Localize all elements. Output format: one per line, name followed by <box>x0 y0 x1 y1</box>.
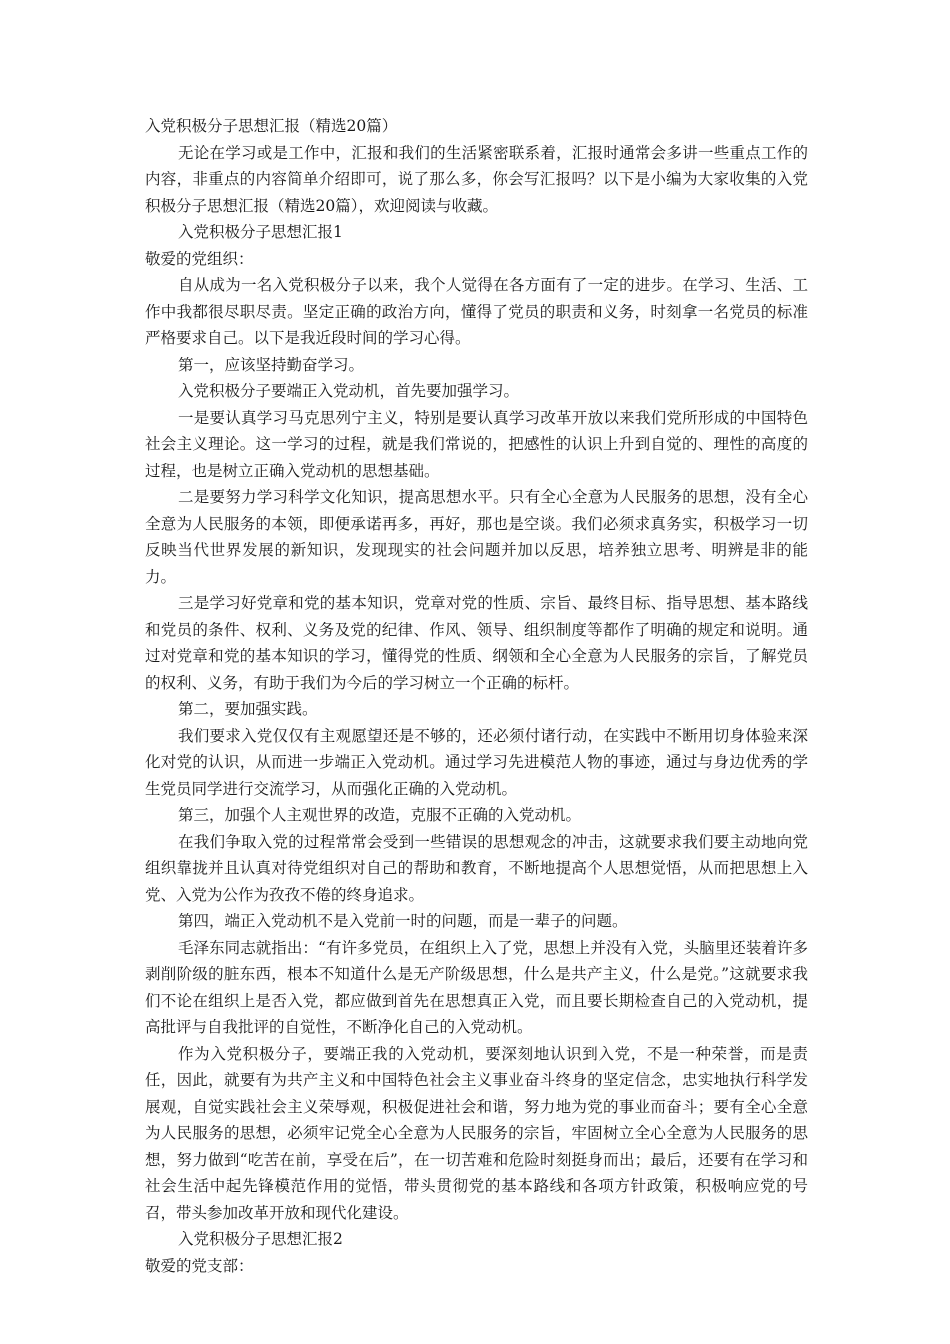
paragraph: 毛泽东同志就指出：“有许多党员，在组织上入了党，思想上并没有入党，头脑里还装着许多剥削阶级的脏东西，根本不知道什么是无产阶级思想，什么是共产主义，什么是党。”这就要求我们不论在组织上是否入党，都应做到首先在思想真正入党，而且要长期检查自己的入党动机，提高批评与自我批评的自觉性，不断净化自己的入党动机。 <box>145 938 808 1036</box>
paragraph: 第三，加强个人主观世界的改造，克服不正确的入党动机。 <box>178 806 582 824</box>
paragraph: 二是要努力学习科学文化知识，提高思想水平。只有全心全意为人民服务的思想，没有全心全意为人民服务的本领，即便承诺再多，再好，那也是空谈。我们必须求真务实，积极学习一切反映当代世界发展的新知识，发现现实的社会问题并加以反思，培养独立思考、明辨是非的能力。 <box>145 488 808 586</box>
section-heading-2: 入党积极分子思想汇报2 <box>178 1230 343 1248</box>
paragraph: 自从成为一名入党积极分子以来，我个人觉得在各方面有了一定的进步。在学习、生活、工作中我都很尽职尽责。坚定正确的政治方向，懂得了党员的职责和义务，时刻拿一名党员的标准严格要求自己。以下是我近段时间的学习心得。 <box>145 276 808 347</box>
paragraph: 一是要认真学习马克思列宁主义，特别是要认真学习改革开放以来我们党所形成的中国特色社会主义理论。这一学习的过程，就是我们常说的，把感性的认识上升到自觉的、理性的高度的过程，也是树立正确入党动机的思想基础。 <box>145 408 808 480</box>
salutation-2: 敬爱的党支部： <box>145 1256 254 1275</box>
document-title: 入党积极分子思想汇报（精选20篇） <box>145 117 398 135</box>
paragraph: 我们要求入党仅仅有主观愿望还是不够的，还必须付诸行动，在实践中不断用切身体验来深化对党的认识，从而进一步端正入党动机。通过学习先进模范人物的事迹，通过与身边优秀的学生党员同学进行交流学习，从而强化正确的入党动机。 <box>145 726 808 798</box>
paragraph: 三是学习好党章和党的基本知识，党章对党的性质、宗旨、最终目标、指导思想、基本路线和党员的条件、权利、义务及党的纪律、作风、领导、组织制度等都作了明确的规定和说明。通过对党章和党的基本知识的学习，懂得党的性质、纲领和全心全意为人民服务的宗旨，了解党员的权利、义务，有助于我们为今后的学习树立一个正确的标杆。 <box>145 594 808 692</box>
paragraph: 在我们争取入党的过程常常会受到一些错误的思想观念的冲击，这就要求我们要主动地向党组织靠拢并且认真对待党组织对自己的帮助和教育，不断地提高个人思想觉悟，从而把思想上入党、入党为公作为孜孜不倦的终身追求。 <box>145 832 808 904</box>
section-heading-1: 入党积极分子思想汇报1 <box>178 223 343 241</box>
paragraph: 入党积极分子要端正入党动机，首先要加强学习。 <box>178 382 520 400</box>
salutation-1: 敬爱的党组织： <box>145 249 254 268</box>
intro-paragraph: 无论在学习或是工作中，汇报和我们的生活紧密联系着，汇报时通常会多讲一些重点工作的内容，非重点的内容简单介绍即可，说了那么多，你会写汇报吗？以下是小编为大家收集的入党积极分子思想汇报（精选20篇），欢迎阅读与收藏。 <box>145 143 808 215</box>
document-page <box>145 113 808 1279</box>
paragraph: 作为入党积极分子，要端正我的入党动机，要深刻地认识到入党，不是一种荣誉，而是责任，因此，就要有为共产主义和中国特色社会主义事业奋斗终身的坚定信念，忠实地执行科学发展观，自觉实践社会主义荣辱观，积极促进社会和谐，努力地为党的事业而奋斗；要有全心全意为人民服务的思想，必须牢记党全心全意为人民服务的宗旨，牢固树立全心全意为人民服务的思想，努力做到“吃苦在前，享受在后”，在一切苦难和危险时刻挺身而出；最后，还要有在学习和社会生活中起先锋模范作用的觉悟，带头贯彻党的基本路线和各项方针政策，积极响应党的号召，带头参加改革开放和现代化建设。 <box>145 1044 808 1222</box>
paragraph: 第一，应该坚持勤奋学习。 <box>178 355 365 374</box>
paragraph: 第二，要加强实践。 <box>178 700 318 718</box>
paragraph: 第四，端正入党动机不是入党前一时的问题，而是一辈子的问题。 <box>178 912 628 930</box>
